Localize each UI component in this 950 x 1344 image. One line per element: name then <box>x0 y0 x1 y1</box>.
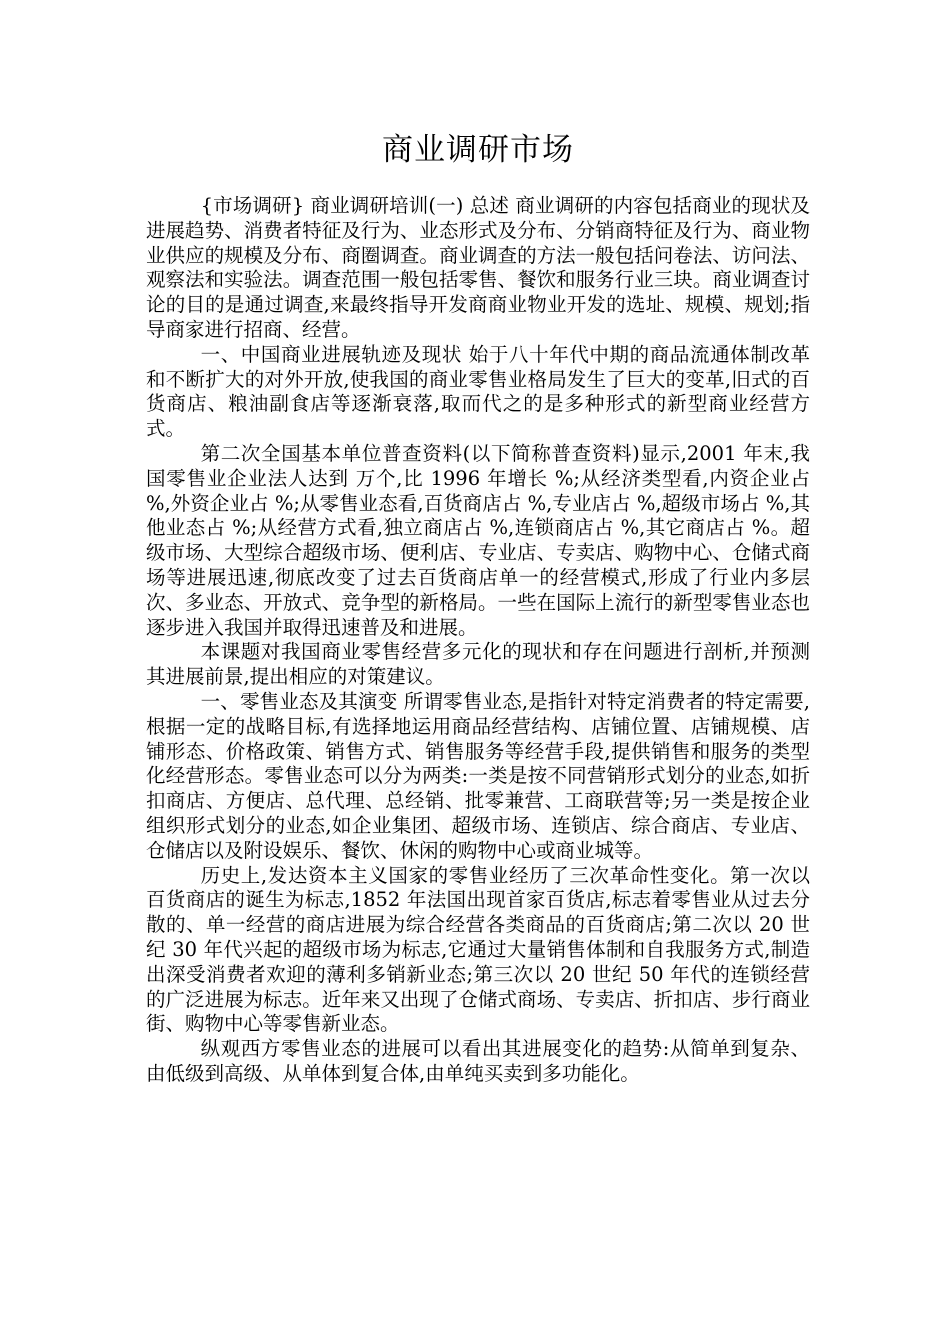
document-body <box>146 194 810 1087</box>
paragraph-china-commerce: 一、中国商业进展轨迹及现状 始于八十年代中期的商品流通体制改革和不断扩大的对外开放,使我国的商业零售业格局发生了巨大的变革,旧式的百货商店、粮油副食店等逐渐衰落,取而代之的是多种形式的新型商业经营方式。 <box>146 342 810 441</box>
paragraph-retail-formats: 一、零售业态及其演变 所谓零售业态,是指针对特定消费者的特定需要,根据一定的战略目标,有选择地运用商品经营结构、店铺位置、店铺规模、店铺形态、价格政策、销售方式、销售服务等经营手段,提供销售和服务的类型化经营形态。零售业态可以分为两类:一类是按不同营销形式划分的业态,如折扣商店、方便店、总代理、总经销、批零兼营、工商联营等;另一类是按企业组织形式划分的业态,如企业集团、超级市场、连锁店、综合商店、专业店、仓储店以及附设娱乐、餐饮、休闲的购物中心或商业城等。 <box>146 689 810 862</box>
paragraph-overview: {市场调研} 商业调研培训(一) 总述 商业调研的内容包括商业的现状及进展趋势、消费者特征及行为、业态形式及分布、分销商特征及行为、商业物业供应的规模及分布、商圈调查。商业调查的方法一般包括问卷法、访问法、观察法和实验法。调查范围一般包括零售、餐饮和服务行业三块。商业调查讨论的目的是通过调查,来最终指导开发商商业物业开发的选址、规模、规划;指导商家进行招商、经营。 <box>146 194 810 341</box>
paragraph-trend: 纵观西方零售业态的进展可以看出其进展变化的趋势:从简单到复杂、由低级到高级、从单体到复合体,由单纯买卖到多功能化。 <box>146 1037 810 1085</box>
paragraph-topic: 本课题对我国商业零售经营多元化的现状和存在问题进行剖析,并预测其进展前景,提出相应的对策建议。 <box>146 640 810 689</box>
paragraph-census: 第二次全国基本单位普查资料(以下简称普查资料)显示,2001 年末,我国零售业企业法人达到 万个,比 1996 年增长 %;从经济类型看,内资企业占 %,外资企业占 %;从零售业态看,百货商店占 %,专业店占 %,超级市场占 %,其他业态占 %;从经营方式看,独立商店占 %,连锁商店占 %,其它商店占 %。超级市场、大型综合超级市场、便利店、专业店、专卖店、购物中心、仓储式商场等进展迅速,彻底改变了过去百货商店单一的经营模式,形成了行业内多层次、多业态、开放式、竞争型的新格局。一些在国际上流行的新型零售业态也逐步进入我国并取得迅速普及和进展。 <box>146 441 810 639</box>
paragraph-history: 历史上,发达资本主义国家的零售业经历了三次革命性变化。第一次以百货商店的诞生为标志,1852 年法国出现首家百货店,标志着零售业从过去分散的、单一经营的商店进展为综合经营各类商品的百货商店;第二次以 20 世纪 30 年代兴起的超级市场为标志,它通过大量销售体制和自我服务方式,制造出深受消费者欢迎的薄利多销新业态;第三次以 20 世纪 50 年代的连锁经营的广泛进展为标志。近年来又出现了仓储式商场、专卖店、折扣店、步行商业街、购物中心等零售新业态。 <box>146 863 810 1036</box>
document-title: 商业调研市场 <box>382 132 574 168</box>
